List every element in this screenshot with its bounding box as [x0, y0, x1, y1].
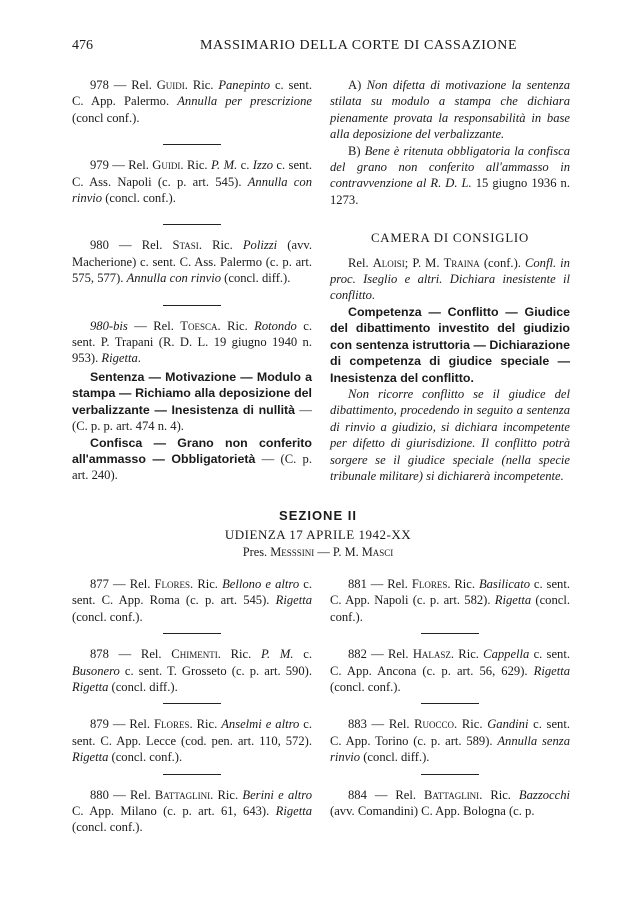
entry-884: 884 — Rel. Battaglini. Ric. Bazzocchi (avv. Comandini) C. App. Bologna (c. p. — [330, 787, 570, 819]
running-title: MASSIMARIO DELLA CORTE DI CASSAZIONE — [200, 38, 518, 53]
entry-980: 980 — Rel. Stasi. Ric. Polizzi (avv. Macherione) c. sent. C. Ass. Palermo (c. p. art. 575, 577). Annulla con rinvio (concl. diff.). — [72, 238, 312, 286]
left-column-bottom — [72, 576, 312, 836]
entry-877: 877 — Rel. Flores. Ric. Bellono e altro c. sent. C. App. Roma (c. p. art. 545). Rigetta (concl. conf.). — [72, 577, 312, 624]
camera-di-consiglio-title: CAMERA DI CONSIGLIO — [370, 231, 530, 246]
left-column-top — [72, 77, 312, 484]
entry-980-bis: 980-bis — Rel. Toesca. Ric. Rotondo c. sent. P. Trapani (R. D. L. 19 giugno 1940 n. 953). Rigetta. — [72, 318, 312, 366]
massima-sentenza: Sentenza — Motivazione — Modulo a stampa — Richiamo alla deposizione del verbalizzante — Inesistenza di nullità — (C. p. p. art. 474 n. 4). — [72, 369, 312, 434]
right-column-bottom — [330, 576, 570, 819]
paragraph-a: A) Non difetta di motivazione la sentenza stilata su modulo a stampa che dichiara pienamente provata la responsabilità in base alla deposizione del verbalizzante. — [330, 78, 570, 142]
entry-978: 978 — Rel. Guidi. Ric. Panepinto c. sent. C. App. Palermo. Annulla per prescrizione (concl conf.). — [72, 78, 312, 125]
presidency-line: Pres. Messsini — P. M. Masci — [242, 545, 394, 559]
entry-883: 883 — Rel. Ruocco. Ric. Gandini c. sent. C. App. Torino (c. p. art. 589). Annulla senza rinvio (concl. diff.). — [330, 717, 570, 765]
section-title: SEZIONE II — [279, 508, 357, 523]
entry-878: 878 — Rel. Chimenti. Ric. P. M. c. Busonero c. sent. T. Grosseto (c. p. art. 590). Rigetta (concl. diff.). — [72, 647, 312, 695]
entry-881: 881 — Rel. Flores. Ric. Basilicato c. sent. C. App. Napoli (c. p. art. 582). Rigetta (concl. conf.). — [330, 577, 571, 624]
right-column-top — [330, 77, 570, 484]
entry-882: 882 — Rel. Halasz. Ric. Cappella c. sent. C. App. Ancona (c. p. art. 56, 629). Rigetta (concl. conf.). — [330, 647, 570, 695]
paragraph-b: B) Bene è ritenuta obbligatoria la confisca del grano non conferito all'ammasso in contravvenzione al R. D. L. 15 giugno 1936 n. 1273. — [330, 143, 571, 207]
massima-confisca: Confisca — Grano non conferito all'ammasso — Obbligatorietà — (C. p. art. 240). — [72, 435, 312, 483]
entry-979: 979 — Rel. Guidi. Ric. P. M. c. Izzo c. sent. C. Ass. Napoli (c. p. art. 545). Annulla con rinvio (concl. conf.). — [72, 158, 312, 206]
paragraph-c: Non ricorre conflitto se il giudice del dibattimento, procedendo in seguito a sentenza di rinvio a giudizio, si dichiara incompetente per difetto di giurisdizione. Il conflitto potrà sorgere se il giudice speciale (nella specie tribunale militare) si dichiarerà incompetente. — [330, 386, 570, 483]
entry-879: 879 — Rel. Flores. Ric. Anselmi e altro c. sent. C. App. Lecce (cod. pen. art. 110, 572). Rigetta (concl. conf.). — [72, 717, 312, 765]
camera-rel: Rel. Aloisi; P. M. Traina (conf.). Confl. in proc. Iseglio e altri. Dichiara inesistente il conflitto. — [330, 255, 570, 303]
massima-competenza: Competenza — Conflitto — Giudice del dibattimento investito del giudizio con sentenza istruttoria — Dichiarazione di competenza di giudice speciale — Inesistenza del conflitto. — [330, 304, 570, 385]
page-number: 476 — [72, 38, 93, 53]
entry-880: 880 — Rel. Battaglini. Ric. Berini e altro C. App. Milano (c. p. art. 61, 643). Rigetta (concl. conf.). — [72, 787, 312, 835]
udienza-date: UDIENZA 17 APRILE 1942-XX — [224, 527, 412, 542]
